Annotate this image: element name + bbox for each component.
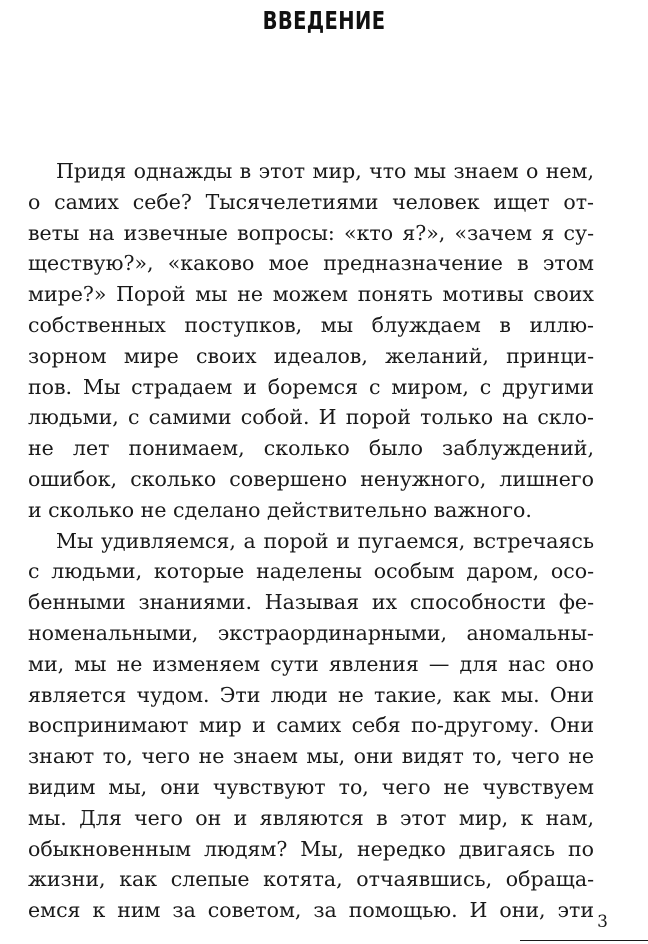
text-line: о самих себе? Тысячелетиями человек ищет от- xyxy=(28,189,594,214)
text-line: ошибок, сколько совершено ненужного, лишнего xyxy=(28,466,594,491)
chapter-heading: ВВЕДЕНИЕ xyxy=(262,6,386,35)
text-line: ми, мы не изменяем сути явления — для нас оно xyxy=(28,651,594,676)
text-line: видим мы, они чувствуют то, чего не чувствуем xyxy=(28,774,594,799)
text-line: людьми, с самими собой. И порой только на скло- xyxy=(28,405,594,430)
text-line: бенными знаниями. Называя их способности фе- xyxy=(28,590,594,615)
text-line: является чудом. Эти люди не такие, как мы. Они xyxy=(28,682,594,707)
page-number: 3 xyxy=(597,912,608,932)
text-line: емся к ним за советом, за помощью. И они, эти xyxy=(28,898,594,923)
text-line: веты на извечные вопросы: «кто я?», «зачем я су- xyxy=(28,220,594,245)
text-line: мире?» Порой мы не можем понять мотивы своих xyxy=(28,282,594,307)
text-line: мы. Для чего он и являются в этот мир, к нам, xyxy=(28,805,594,830)
paragraph-1 xyxy=(28,156,594,526)
text-line: обыкновенным людям? Мы, нередко двигаясь по xyxy=(28,836,594,861)
text-line: воспринимают мир и самих себя по-другому. Они xyxy=(28,713,594,738)
paragraph-2 xyxy=(28,526,594,926)
text-line: не лет понимаем, сколько было заблуждений, xyxy=(28,436,594,461)
footer-rule xyxy=(520,940,648,941)
text-line: знают то, чего не знаем мы, они видят то, чего не xyxy=(28,744,594,769)
text-line: Придя однажды в этот мир, что мы знаем о нем, xyxy=(56,159,594,183)
text-line: номенальными, экстраординарными, аномальны- xyxy=(28,620,594,645)
text-line: собственных поступков, мы блуждаем в иллю- xyxy=(28,312,594,337)
text-line: и сколько не сделано действительно важного. xyxy=(28,497,532,522)
text-line: ществую?», «каково мое предназначение в этом xyxy=(28,251,594,276)
text-line: зорном мире своих идеалов, желаний, принци- xyxy=(28,343,594,368)
text-line: жизни, как слепые котята, отчаявшись, обраща- xyxy=(28,867,594,892)
text-line: Мы удивляемся, а порой и пугаемся, встречаясь xyxy=(56,528,594,553)
body-text xyxy=(28,156,594,926)
text-line: пов. Мы страдаем и боремся с миром, с другими xyxy=(28,374,594,399)
text-line: с людьми, которые наделены особым даром, осо- xyxy=(28,559,594,584)
